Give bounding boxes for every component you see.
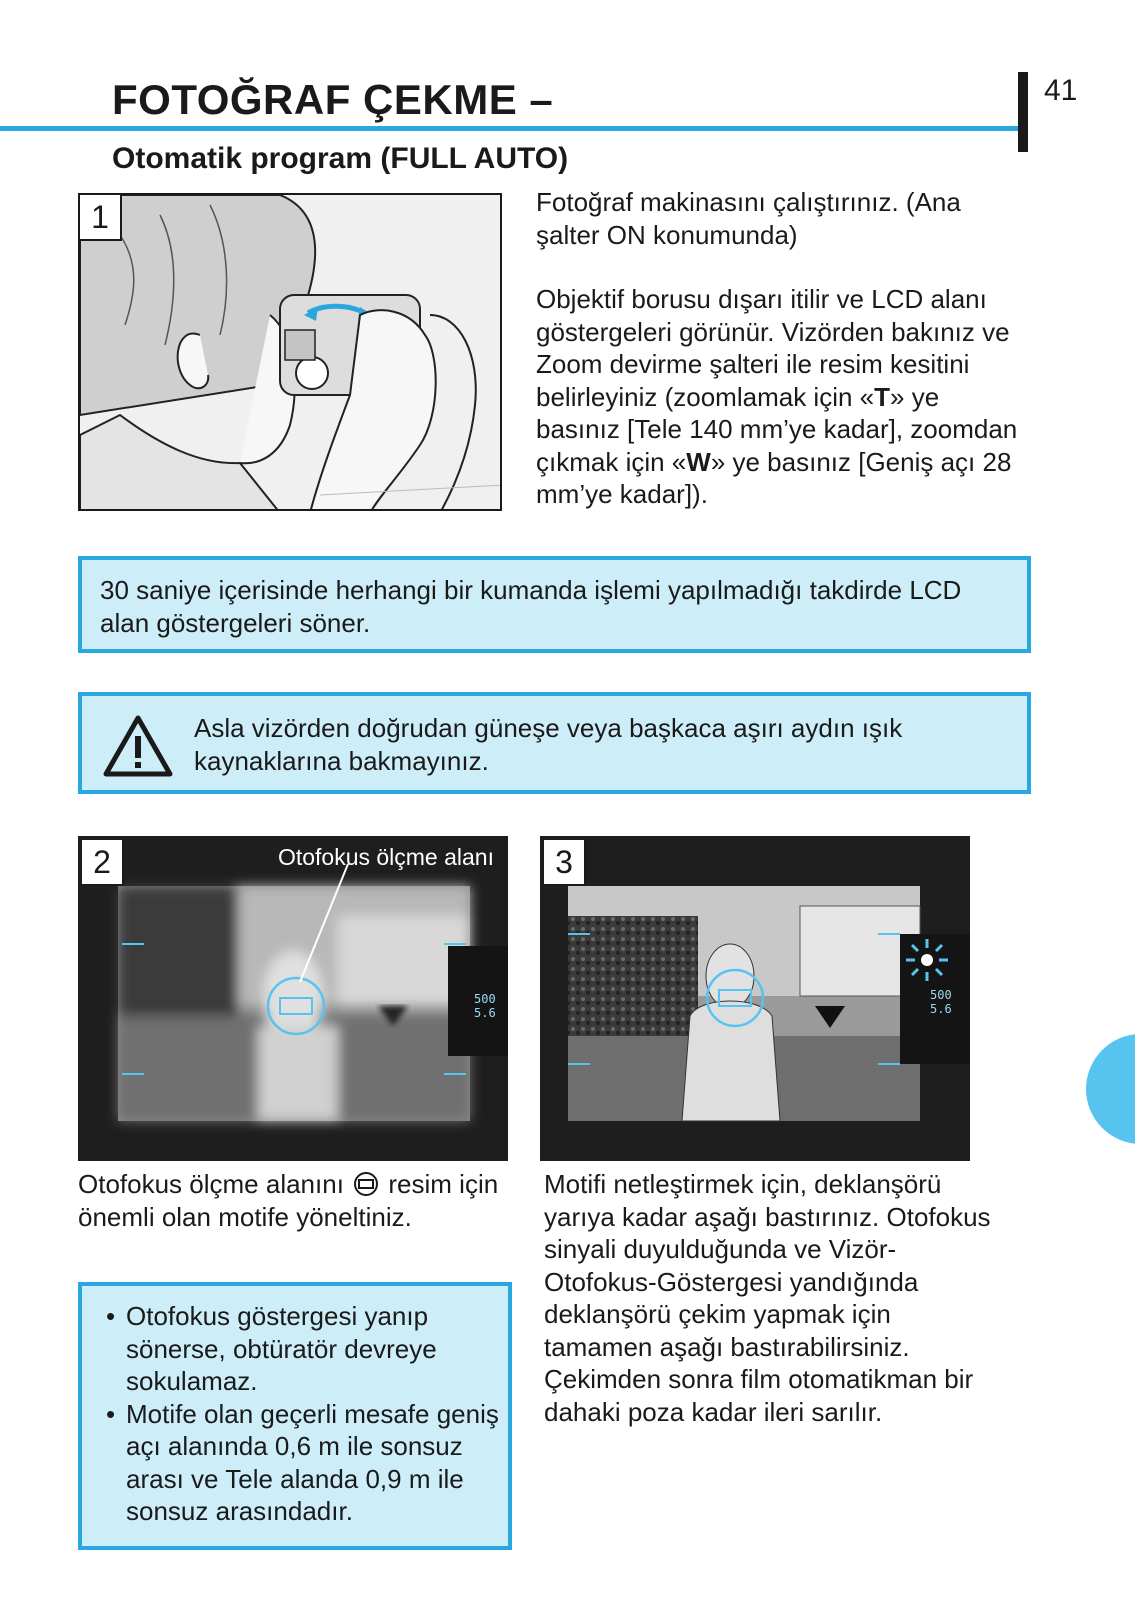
- af-frame-symbol-icon: [353, 1171, 379, 1197]
- step1-para2: Objektif borusu dışarı itilir ve LCD alanı göstergeleri görünür. Vizörden bakınız ve Zoom devirme şalteri ile resim kesitini belirleyiniz (zoomlamak için «T» ye basınız [Tele 140 mm’ye kadar], zoomdan çıkmak için «W» ye basınız [Geniş açı 28 mm’ye kadar]).: [536, 284, 1018, 509]
- af-confirm-flash-icon: [902, 935, 952, 985]
- step2-caption: [78, 1168, 518, 1233]
- step2-number: 2: [82, 840, 124, 886]
- step1-text: [536, 186, 1026, 511]
- step3-number: 3: [544, 840, 586, 886]
- af-note-item: • Otofokus göstergesi yanıp sönerse, obtüratör devreye sokulamaz.: [102, 1300, 502, 1398]
- step2-caption-part2: resim için önemli olan motife yöneltiniz.: [78, 1169, 499, 1232]
- af-note-item: • Motife olan geçerli mesafe geniş açı alanında 0,6 m ile sonsuz arası ve Tele alanda 0,9 m ile sonsuz arasındadır.: [102, 1398, 502, 1528]
- af-notes-box: [78, 1282, 512, 1550]
- lcd-note-text: 30 saniye içerisinde herhangi bir kumanda işlemi yapılmadığı takdirde LCD alan göstergeleri söner.: [100, 575, 962, 638]
- warning-box: [78, 692, 1031, 794]
- page-title: FOTOĞRAF ÇEKME –: [112, 76, 554, 123]
- step2-lcd-shutter: 500: [474, 992, 496, 1006]
- step2-caption-part1: Otofokus ölçme alanını: [78, 1169, 344, 1199]
- warning-text: Asla vizörden doğrudan güneşe veya başkaca aşırı aydın ışık kaynaklarına bakmayınız.: [194, 713, 903, 776]
- step3-viewfinder: [540, 836, 970, 1161]
- step1-number: 1: [80, 195, 122, 241]
- af-area-callout: Otofokus ölçme alanı: [277, 844, 494, 870]
- step3-caption: Motifi netleştirmek için, deklanşörü yarıya kadar aşağı bastırınız. Otofokus sinyali duyulduğunda ve Vizör-Otofokus-Göstergesi yandığında deklanşörü çekim yapmak için tamamen aşağı bastırabilirsiniz. Çekimden sonra film otomatikman bir dahaki poza kadar ileri sarılır.: [544, 1169, 991, 1427]
- person-with-camera-drawing: [80, 195, 502, 511]
- step3-lcd-shutter: 500: [930, 988, 952, 1002]
- step3-lcd-readout: [930, 988, 952, 1016]
- af-notes-list: [102, 1300, 502, 1528]
- section-subtitle: Otomatik program (FULL AUTO): [112, 142, 569, 175]
- title-rule: [0, 126, 1020, 131]
- section-tab-marker: [1086, 1034, 1135, 1144]
- step1-para1: Fotoğraf makinasını çalıştırınız. (Ana şalter ON konumunda): [536, 187, 961, 250]
- step2-lcd-aperture: 5.6: [474, 1006, 496, 1020]
- step2-lcd-readout: [474, 992, 496, 1020]
- step2-viewfinder: [78, 836, 508, 1161]
- viewfinder-scene-sharp: [540, 836, 970, 1161]
- step3-lcd-aperture: 5.6: [930, 1002, 952, 1016]
- page-marker-bar: [1018, 72, 1028, 152]
- lcd-note-box: [78, 556, 1031, 653]
- warning-triangle-icon: [102, 714, 174, 778]
- viewfinder-scene-blurred: [78, 836, 508, 1161]
- step1-illustration: [78, 193, 502, 511]
- page-number: 41: [1044, 74, 1078, 107]
